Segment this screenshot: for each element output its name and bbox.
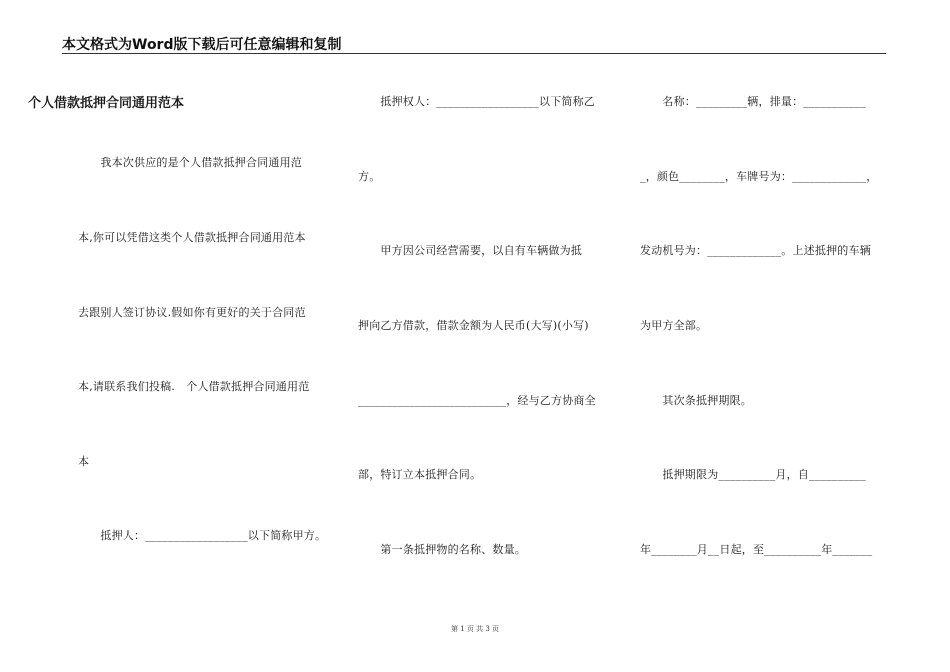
paragraph-line: 抵押期限为__________月，自__________	[640, 468, 866, 481]
paragraph-line: __________________________，经与乙方协商全	[358, 394, 596, 407]
paragraph-line: 名称：_________辆，排量：___________	[640, 95, 866, 108]
paragraph-line: 本,请联系我们投稿. 个人借款抵押合同通用范	[78, 380, 310, 393]
paragraph-line: 为甲方全部。	[640, 319, 708, 332]
paragraph-line: 发动机号为：_____________。上述抵押的车辆	[640, 244, 871, 257]
document-header: 本文格式为Word版下载后可任意编辑和复制	[62, 37, 342, 53]
paragraph-line: 其次条抵押期限。	[640, 394, 752, 407]
text-column-1	[78, 0, 328, 600]
paragraph-line: 我本次供应的是个人借款抵押合同通用范	[78, 156, 302, 169]
paragraph-line: 部，特订立本抵押合同。	[358, 468, 482, 481]
text-column-2	[358, 0, 608, 600]
paragraph-line: 第一条抵押物的名称、数量。	[358, 543, 526, 556]
paragraph-line: 押向乙方借款，借款金额为人民币(大写)(小写)	[358, 319, 589, 332]
paragraph-line: 本	[78, 455, 90, 468]
document-title: 个人借款抵押合同通用范本	[28, 96, 185, 111]
paragraph-line: 方。	[358, 170, 381, 183]
paragraph-line: 甲方因公司经营需要，以自有车辆做为抵	[358, 244, 582, 257]
paragraph-line: _，颜色________，车牌号为：_____________，	[640, 170, 878, 183]
page-number: 第 1 页 共 3 页	[450, 625, 500, 633]
paragraph-line: 本,你可以凭借这类个人借款抵押合同通用范本	[78, 231, 306, 244]
paragraph-line: 去跟别人签订协议.假如你有更好的关于合同范	[78, 306, 306, 319]
paragraph-line: 年________月__日起，至__________年_______	[640, 543, 873, 556]
paragraph-line: 抵押权人：__________________以下简称乙	[358, 95, 595, 108]
paragraph-line: 抵押人：__________________以下简称甲方。	[78, 529, 327, 542]
text-column-3	[640, 0, 890, 600]
